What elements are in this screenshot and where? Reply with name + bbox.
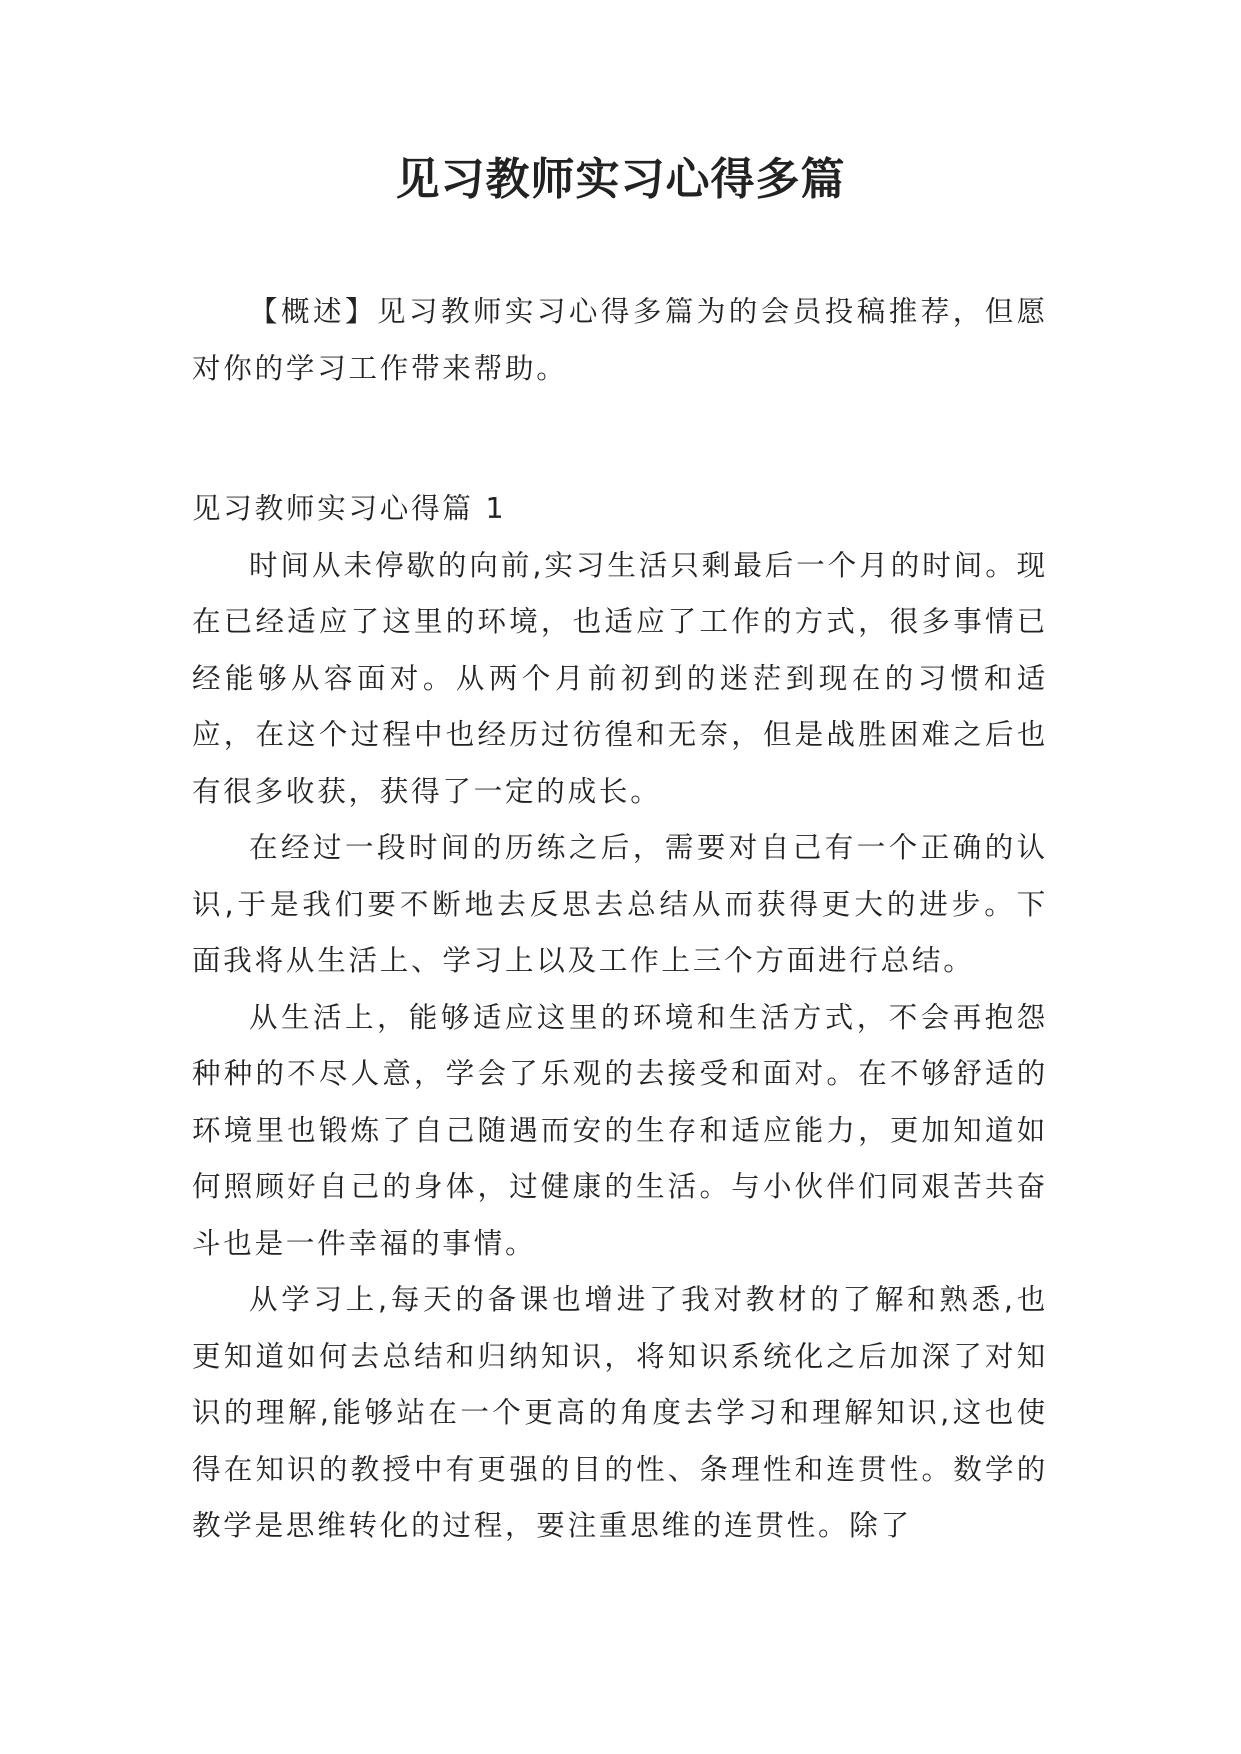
section-heading: 见习教师实习心得篇 1 [192,492,507,525]
document-title: 见习教师实习心得多篇 [395,154,846,205]
summary-paragraph: 【概述】见习教师实习心得多篇为的会员投稿推荐，但愿对你的学习工作带来帮助。 [192,295,1048,385]
body-paragraph: 在经过一段时间的历练之后，需要对自己有一个正确的认识,于是我们要不断地去反思去总结从而获得更大的进步。下面我将从生活上、学习上以及工作上三个方面进行总结。 [192,831,1048,977]
body-paragraph: 从学习上,每天的备课也增进了我对教材的了解和熟悉,也更知道如何去总结和归纳知识，将知识系统化之后加深了对知识的理解,能够站在一个更高的角度去学习和理解知识,这也使得在知识的教授中有更强的目的性、条理性和连贯性。数学的教学是思维转化的过程，要注重思维的连贯性。除了 [192,1283,1048,1542]
body-paragraph: 从生活上，能够适应这里的环境和生活方式，不会再抱怨种种的不尽人意，学会了乐观的去接受和面对。在不够舒适的环境里也锻炼了自己随遇而安的生存和适应能力，更加知道如何照顾好自己的身体，过健康的生活。与小伙伴们同艰苦共奋斗也是一件幸福的事情。 [192,1000,1048,1260]
body-paragraph: 时间从未停歇的向前,实习生活只剩最后一个月的时间。现在已经适应了这里的环境，也适应了工作的方式，很多事情已经能够从容面对。从两个月前初到的迷茫到现在的习惯和适应，在这个过程中也经历过彷徨和无奈，但是战胜困难之后也有很多收获，获得了一定的成长。 [192,548,1048,808]
document-body [192,284,1048,1555]
